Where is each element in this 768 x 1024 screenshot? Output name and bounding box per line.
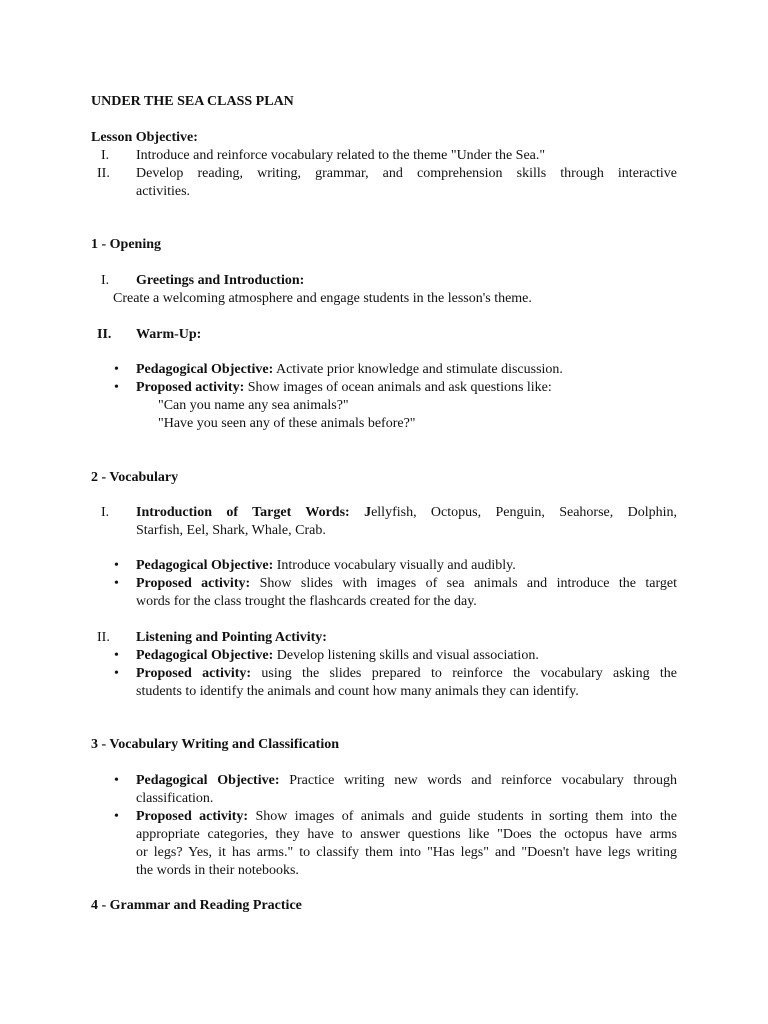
item-line: or legs? Yes, it has arms." to classify them into "Has legs" and "Doesn't have legs writing xyxy=(136,845,677,860)
item-text: Activate prior knowledge and stimulate discussion. xyxy=(273,362,563,377)
document-title: UNDER THE SEA CLASS PLAN xyxy=(91,94,294,109)
greetings-title: Greetings and Introduction: xyxy=(136,273,305,288)
item-line xyxy=(136,772,677,790)
bullet-icon: • xyxy=(114,666,119,681)
section-heading-writing: 3 - Vocabulary Writing and Classification xyxy=(91,737,340,752)
objective-item-line: Develop reading, writing, grammar, and comprehension skills through interactive xyxy=(136,166,677,181)
item-line: students to identify the animals and count how many animals they can identify. xyxy=(136,684,579,699)
item-line: words for the class trought the flashcards created for the day. xyxy=(136,594,477,609)
item-line xyxy=(136,808,677,826)
warmup-title: Warm-Up: xyxy=(136,327,202,342)
listening-title: Listening and Pointing Activity: xyxy=(136,630,327,645)
list-item xyxy=(136,361,677,379)
list-item xyxy=(136,647,677,665)
item-label: Pedagogical Objective: xyxy=(136,362,274,377)
intro-words-line xyxy=(136,504,677,522)
item-text: Show images of ocean animals and ask questions like: xyxy=(244,380,552,395)
objective-item-num: II. xyxy=(97,166,110,181)
section-heading-vocabulary: 2 - Vocabulary xyxy=(91,470,179,485)
item-label: Proposed activity: xyxy=(136,380,245,395)
bullet-icon: • xyxy=(114,648,119,663)
item-label: Proposed activity: xyxy=(136,666,252,681)
objective-heading: Lesson Objective: xyxy=(91,130,198,145)
item-text: Show slides with images of sea animals and introduce the target xyxy=(250,576,677,591)
item-text: Practice writing new words and reinforce vocabulary through xyxy=(279,773,677,788)
objective-item-text xyxy=(136,165,677,201)
bullet-icon: • xyxy=(114,558,119,573)
objective-item-text: Introduce and reinforce vocabulary related to the theme "Under the Sea." xyxy=(136,148,546,163)
list-item xyxy=(136,575,677,611)
item-label: Pedagogical Objective: xyxy=(136,773,280,788)
section-heading-opening: 1 - Opening xyxy=(91,237,162,252)
bullet-icon: • xyxy=(114,362,119,377)
section-heading-grammar: 4 - Grammar and Reading Practice xyxy=(91,898,302,913)
item-letter: J xyxy=(364,505,372,520)
intro-words xyxy=(136,504,677,540)
item-text: Show images of animals and guide students in sorting them into the xyxy=(248,809,677,824)
bullet-icon: • xyxy=(114,380,119,395)
listening-num: II. xyxy=(97,630,110,645)
bullet-icon: • xyxy=(114,809,119,824)
list-item xyxy=(136,379,677,397)
item-label: Pedagogical Objective: xyxy=(136,558,274,573)
item-label: Introduction of Target Words: xyxy=(136,505,350,520)
item-text: Introduce vocabulary visually and audibly. xyxy=(273,558,516,573)
item-line: classification. xyxy=(136,791,214,806)
list-item xyxy=(136,665,677,701)
item-text: using the slides prepared to reinforce the vocabulary asking the xyxy=(251,666,677,681)
item-line: appropriate categories, they have to answer questions like "Does the octopus have arms xyxy=(136,827,677,842)
greetings-num: I. xyxy=(101,273,110,288)
item-label: Pedagogical Objective: xyxy=(136,648,274,663)
greetings-text: Create a welcoming atmosphere and engage students in the lesson's theme. xyxy=(113,291,532,306)
list-item xyxy=(136,808,677,880)
item-label: Proposed activity: xyxy=(136,576,251,591)
warmup-num: II. xyxy=(97,327,112,342)
list-item xyxy=(136,557,677,575)
bullet-icon: • xyxy=(114,773,119,788)
item-text: ellyfish, Octopus, Penguin, Seahorse, Dolphin, xyxy=(371,505,677,520)
bullet-icon: • xyxy=(114,576,119,591)
item-line xyxy=(136,575,677,593)
question-quote: "Can you name any sea animals?" xyxy=(158,398,349,413)
item-line: the words in their notebooks. xyxy=(136,863,299,878)
item-line xyxy=(136,665,677,683)
item-text: Develop listening skills and visual association. xyxy=(273,648,539,663)
intro-words-line: Starfish, Eel, Shark, Whale, Crab. xyxy=(136,523,326,538)
list-item xyxy=(136,772,677,808)
objective-item-line: activities. xyxy=(136,184,191,199)
question-quote: "Have you seen any of these animals before?" xyxy=(158,416,416,431)
item-label: Proposed activity: xyxy=(136,809,249,824)
objective-item-num: I. xyxy=(101,148,110,163)
intro-words-num: I. xyxy=(101,505,110,520)
